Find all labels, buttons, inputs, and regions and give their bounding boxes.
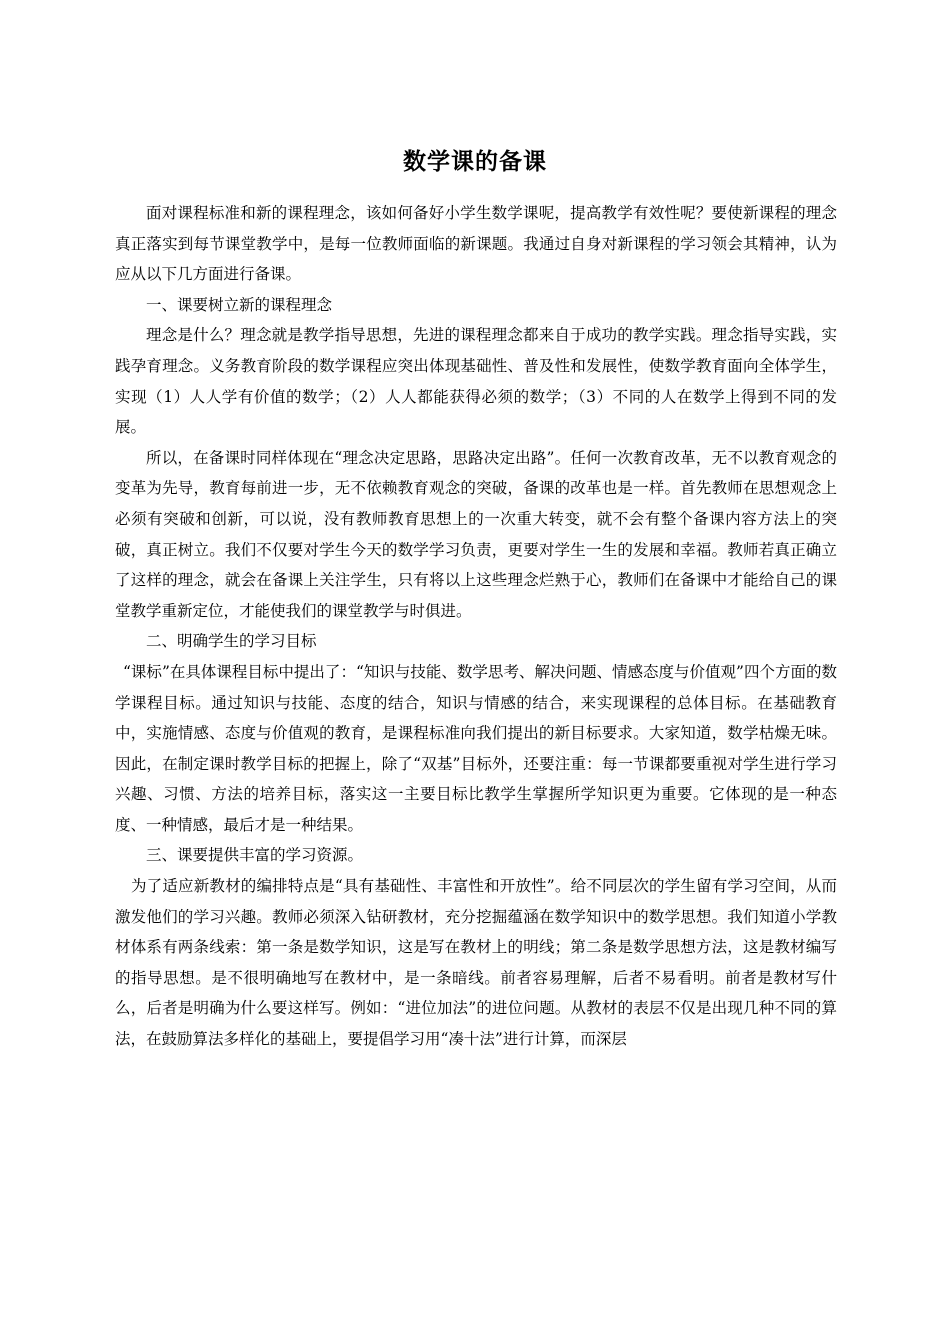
section-1-paragraph-1: 理念是什么？理念就是教学指导思想，先进的课程理念都来自于成功的教学实践。理念指导实践，实践孕育理念。义务教育阶段的数学课程应突出体现基础性、普及性和发展性，使数学教育面向全体学生，实现（1）人人学有价值的数学；（2）人人都能获得必须的数学；（3）不同的人在数学上得到不同的发展。 [115, 326, 837, 437]
document-body [115, 198, 837, 1055]
intro-paragraph: 面对课程标准和新的课程理念，该如何备好小学生数学课呢，提高教学有效性呢？要使新课程的理念真正落实到每节课堂教学中，是每一位教师面临的新课题。我通过自身对新课程的学习领会其精神，认为应从以下几方面进行备课。 [115, 204, 837, 284]
section-heading-1: 一、课要树立新的课程理念 [146, 295, 333, 314]
section-3-paragraph-1: 为了适应新教材的编排特点是“具有基础性、丰富性和开放性”。给不同层次的学生留有学习空间，从而激发他们的学习兴趣。教师必须深入钻研教材，充分挖掘蕴涵在数学知识中的数学思想。我们知道小学教材体系有两条线索：第一条是数学知识，这是写在教材上的明线；第二条是数学思想方法，这是教材编写的指导思想。是不很明确地写在教材中，是一条暗线。前者容易理解，后者不易看明。前者是教材写什么，后者是明确为什么要这样写。例如：“进位加法”的进位问题。从教材的表层不仅是出现几种不同的算法，在鼓励算法多样化的基础上，要提倡学习用“凑十法”进行计算，而深层 [115, 877, 837, 1049]
section-2-paragraph-1: “课标”在具体课程目标中提出了：“知识与技能、数学思考、解决问题、情感态度与价值观”四个方面的数学课程目标。通过知识与技能、态度的结合，知识与情感的结合，来实现课程的总体目标。在基础教育中，实施情感、态度与价值观的教育，是课程标准向我们提出的新目标要求。大家知道，数学枯燥无味。因此，在制定课时教学目标的把握上，除了“双基”目标外，还要注重：每一节课都要重视对学生进行学习兴趣、习惯、方法的培养目标，落实这一主要目标比教学生掌握所学知识更为重要。它体现的是一种态度、一种情感，最后才是一种结果。 [115, 662, 837, 834]
document-title: 数学课的备课 [403, 149, 547, 175]
section-heading-2: 二、明确学生的学习目标 [146, 632, 317, 651]
section-heading-3: 三、课要提供丰富的学习资源。 [146, 846, 364, 865]
section-1-paragraph-2: 所以，在备课时同样体现在“理念决定思路，思路决定出路”。任何一次教育改革，无不以教育观念的变革为先导，教育每前进一步，无不依赖教育观念的突破，备课的改革也是一样。首先教师在思想观念上必须有突破和创新，可以说，没有教师教育思想上的一次重大转变，就不会有整个备课内容方法上的突破，真正树立。我们不仅要对学生今天的数学学习负责，更要对学生一生的发展和幸福。教师若真正确立了这样的理念，就会在备课上关注学生，只有将以上这些理念烂熟于心，教师们在备课中才能给自己的课堂教学重新定位，才能使我们的课堂教学与时俱进。 [115, 448, 837, 620]
